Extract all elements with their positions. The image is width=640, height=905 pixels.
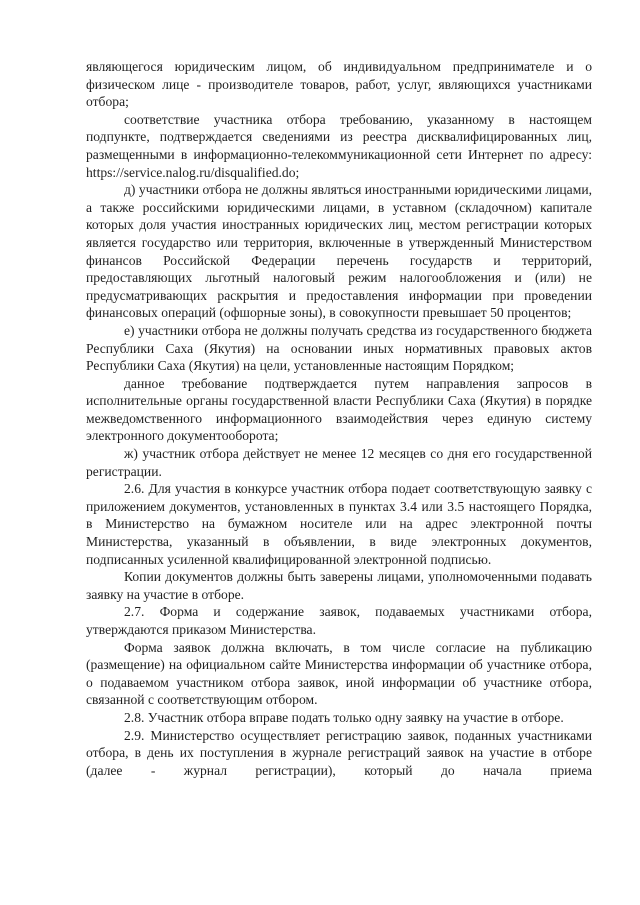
paragraph-11: 2.8. Участник отбора вправе подать только одну заявку на участие в отборе. xyxy=(124,709,564,725)
paragraph-7: 2.6. Для участия в конкурсе участник отбора подает соответствующую заявку с приложением документов, установленных в пунктах 3.4 или 3.5 настоящего Порядка, в Министерство на бумажном носителе или на адрес электронной почты Министерства, указанный в объявлении, в виде электронных документов, подписанных усиленной квалифицированной электронной подписью. xyxy=(86,481,592,567)
paragraph-10: Форма заявок должна включать, в том числе согласие на публикацию (размещение) на официальном сайте Министерства информации об участнике отбора, о подаваемом участником отбора заявок, иной информации об участнике отбора, связанной с соответствующим отбором. xyxy=(86,639,592,708)
paragraph-8: Копии документов должны быть заверены лицами, уполномоченными подавать заявку на участие в отборе. xyxy=(86,569,592,602)
paragraph-2: соответствие участника отбора требованию, указанному в настоящем подпункте, подтверждается сведениями из реестра дисквалифицированных лиц, размещенными в информационно-телекоммуникационной сети Интернет по адресу: https://service.nalog.ru/disqualified.do; xyxy=(86,111,592,180)
paragraph-5: данное требование подтверждается путем направления запросов в исполнительные органы государственной власти Республики Саха (Якутия) в порядке межведомственного информационного взаимодействия через единую систему электронного документооборота; xyxy=(86,375,592,444)
paragraph-12: 2.9. Министерство осуществляет регистрацию заявок, поданных участниками отбора, в день их поступления в журнале регистраций заявок на участие в отборе (далее - журнал регистрации), который до начала приема xyxy=(86,727,592,778)
paragraph-1: являющегося юридическим лицом, об индивидуальном предпринимателе и о физическом лице - производителе товаров, работ, услуг, являющихся участниками отбора; xyxy=(86,59,592,110)
paragraph-9: 2.7. Форма и содержание заявок, подаваемых участниками отбора, утверждаются приказом Министерства. xyxy=(86,604,592,637)
paragraph-4: е) участники отбора не должны получать средства из государственного бюджета Республики Саха (Якутия) на основании иных нормативных правовых актов Республики Саха (Якутия) на цели, установленные настоящим Порядком; xyxy=(86,322,592,374)
paragraph-6: ж) участник отбора действует не менее 12 месяцев со дня его государственной регистрации. xyxy=(86,446,592,479)
paragraph-3: д) участники отбора не должны являться иностранными юридическими лицами, а также российскими юридическими лицами, в уставном (складочном) капитале которых доля участия иностранных юридических лиц, местом регистрации которых является государство или территория, включенные в утвержденный Министерством финансов Российской Федерации перечень государств и территорий, предоставляющих льготный налоговый режим налогообложения и (или) не предусматривающих раскрытия и предоставления информации при проведении финансовых операций (офшорные зоны), в совокупности превышает 50 процентов; xyxy=(86,182,592,321)
document-text-body xyxy=(86,58,592,779)
